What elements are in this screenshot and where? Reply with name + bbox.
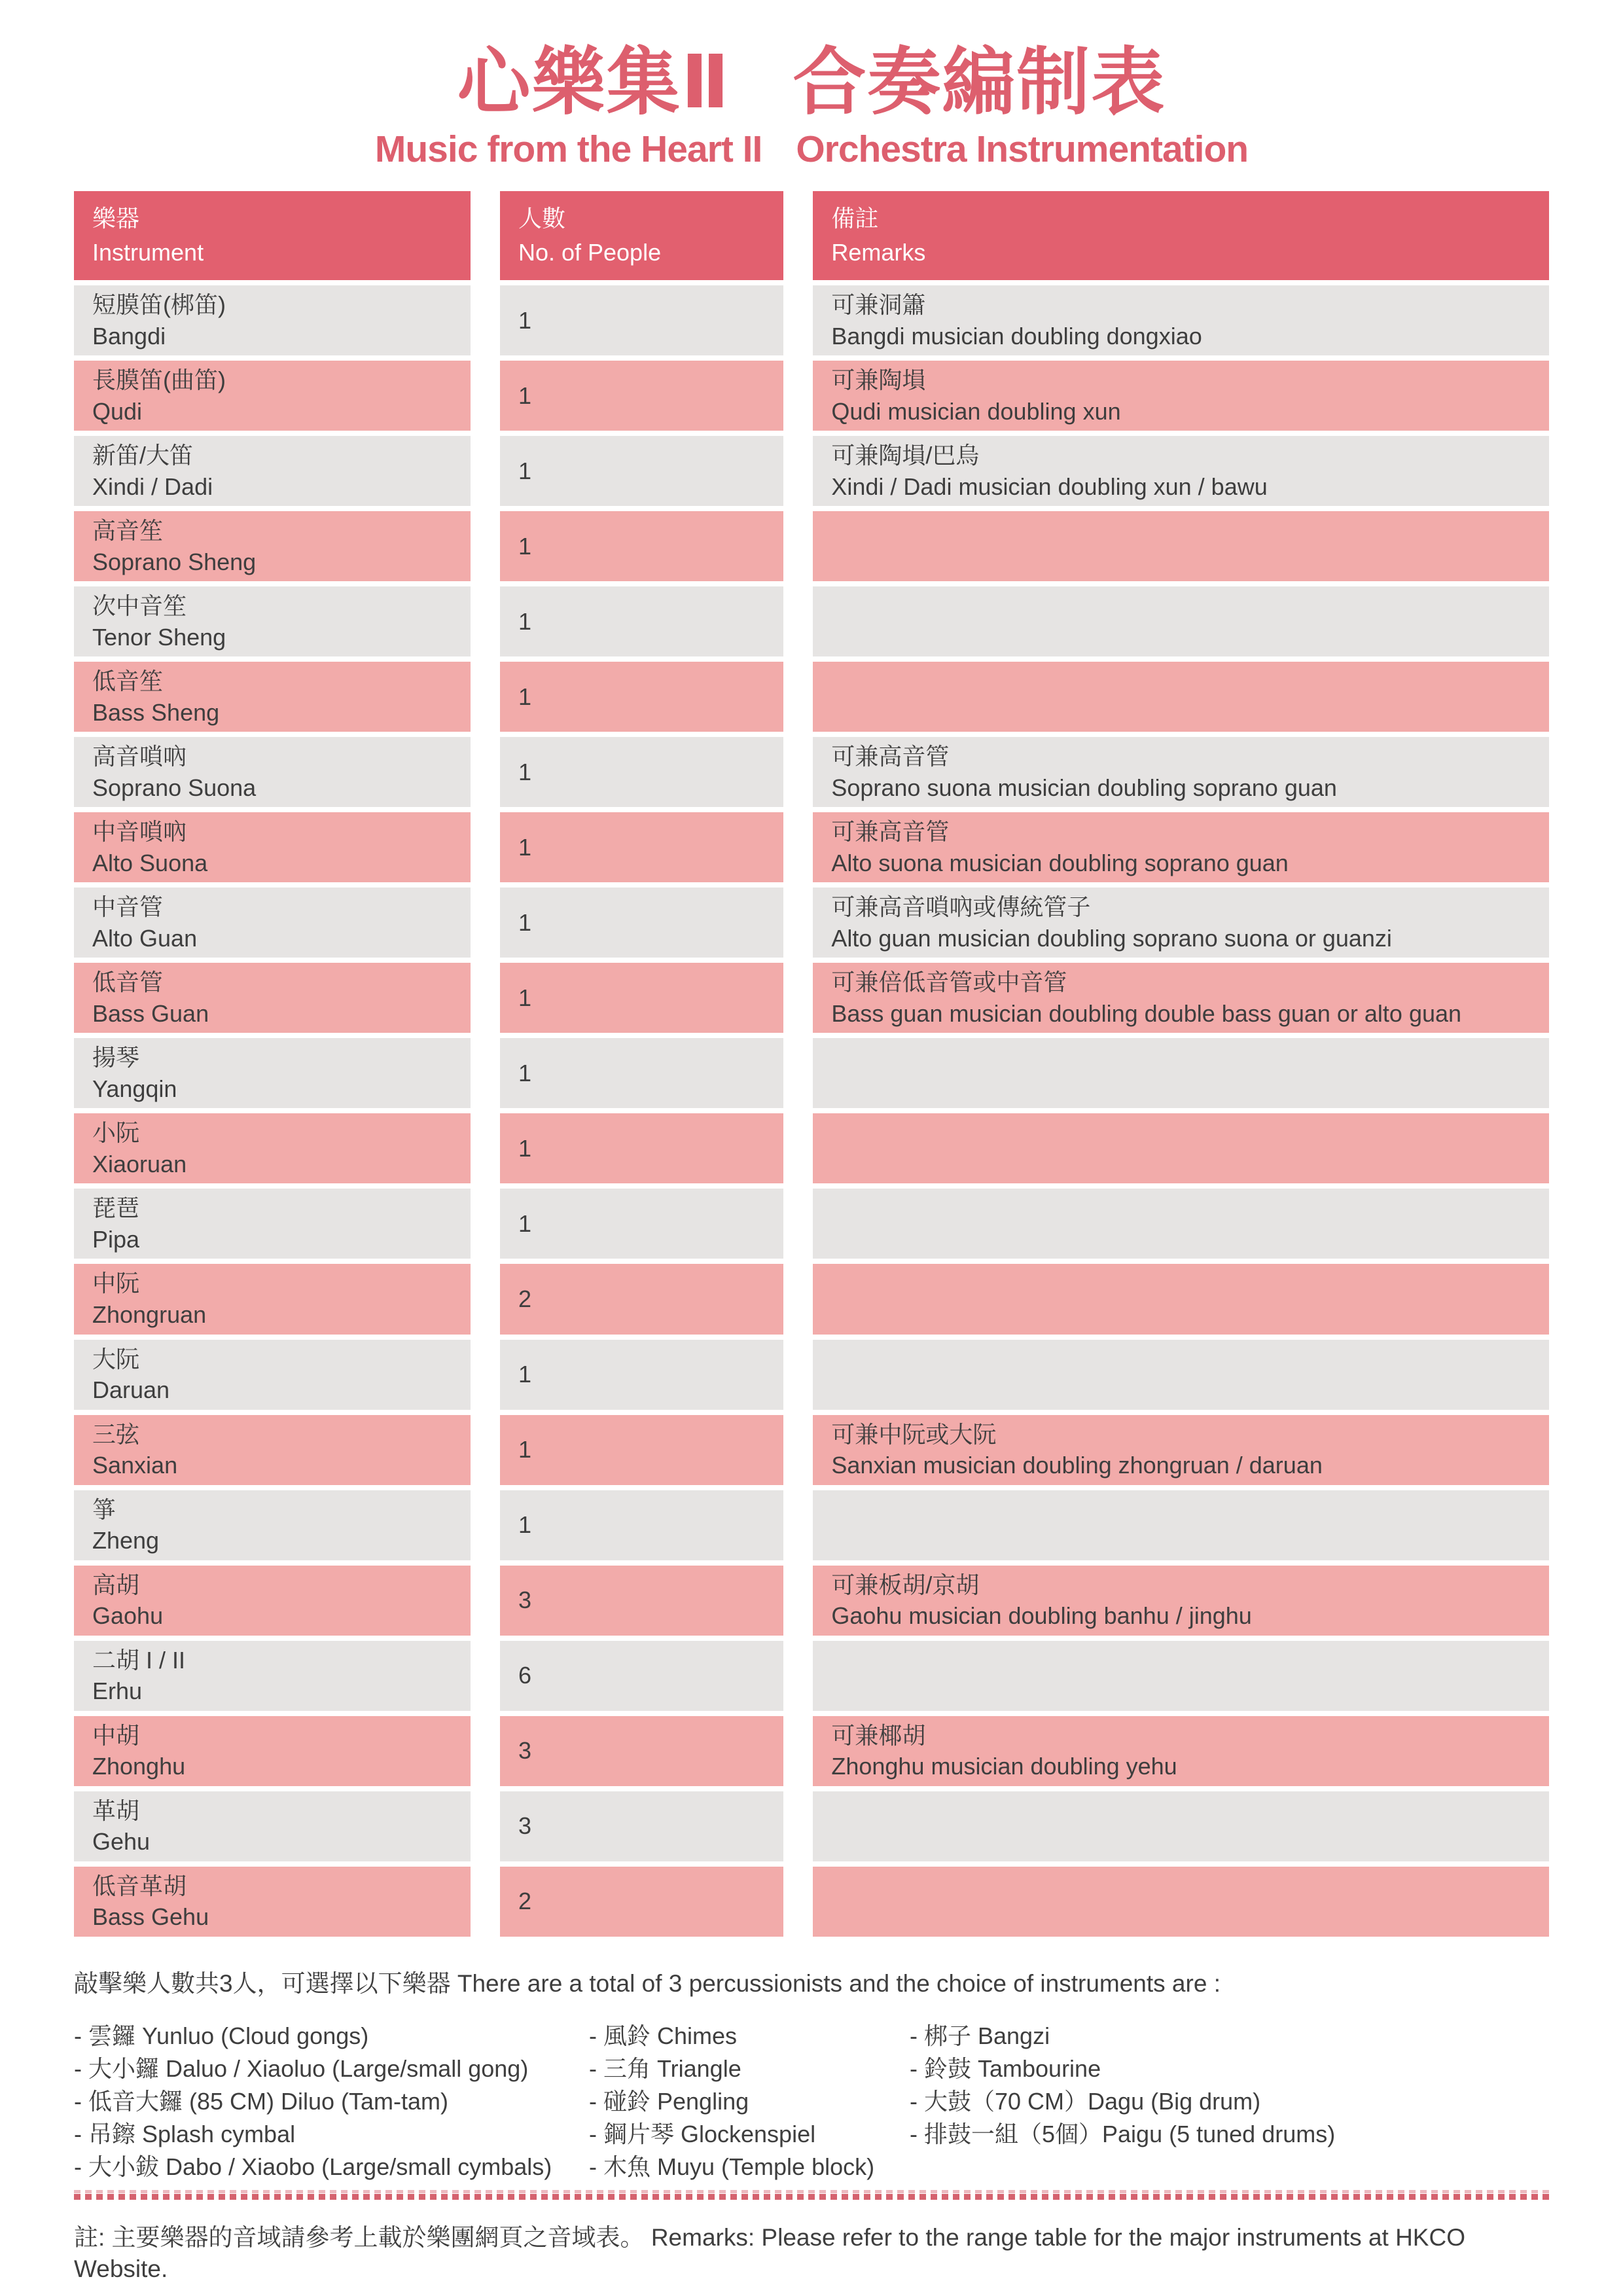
remark-en: Bangdi musician doubling dongxiao: [831, 322, 1202, 350]
count-value: 6: [518, 1662, 531, 1689]
instrument-cell: [74, 737, 471, 807]
instrument-name-en: Alto Suona: [92, 849, 208, 876]
percussion-section: [74, 1968, 1549, 2182]
count-value: 1: [518, 1135, 531, 1162]
footnote: 註: 主要樂器的音域請參考上載於樂團網頁之音域表。 Remarks: Please refer to the range table for the major instruments at HKCO Website.: [74, 2223, 1465, 2282]
instrument-name-en: Sanxian: [92, 1452, 178, 1479]
remarks-cell: [813, 1415, 1549, 1485]
count-cell: [500, 662, 783, 732]
count-value: 1: [518, 909, 531, 937]
percussion-item: - 雲鑼 Yunluo (Cloud gongs): [74, 2022, 369, 2049]
count-cell: [500, 586, 783, 656]
remark-en: Alto suona musician doubling soprano guan: [831, 849, 1289, 876]
instrument-name-zh: 低音笙: [92, 668, 164, 695]
count-cell: [500, 1189, 783, 1259]
instrument-name-zh: 中音嗩吶: [92, 818, 187, 846]
header-remarks-zh: 備註: [831, 204, 879, 232]
instrument-name-en: Alto Guan: [92, 924, 198, 952]
remark-en: Bass guan musician doubling double bass guan or alto guan: [831, 999, 1462, 1027]
percussion-columns: [74, 2020, 1549, 2182]
instrument-cell: [74, 1038, 471, 1108]
count-cell: [500, 1264, 783, 1334]
instrument-name-en: Daruan: [92, 1376, 170, 1404]
header-cell-instrument: [74, 191, 471, 280]
count-value: 1: [518, 306, 531, 334]
remark-zh: 可兼椰胡: [831, 1721, 926, 1749]
count-cell: [500, 361, 783, 431]
count-cell: [500, 963, 783, 1033]
instrument-name-zh: 中阮: [92, 1270, 140, 1297]
count-value: 1: [518, 457, 531, 484]
header-instrument-zh: 樂器: [92, 204, 140, 232]
percussion-item: - 碰鈴 Pengling: [589, 2087, 749, 2115]
count-value: 1: [518, 759, 531, 786]
count-cell: [500, 1867, 783, 1937]
percussion-item: - 鋼片琴 Glockenspiel: [589, 2120, 816, 2147]
remark-zh: 可兼陶塤: [831, 367, 926, 394]
header-instrument-en: Instrument: [92, 238, 204, 266]
count-value: 1: [518, 1210, 531, 1238]
remarks-cell: [813, 662, 1549, 732]
count-value: 3: [518, 1587, 531, 1614]
remark-en: Zhonghu musician doubling yehu: [831, 1753, 1177, 1780]
count-value: 1: [518, 984, 531, 1012]
instrument-name-zh: 揚琴: [92, 1044, 140, 1071]
instrument-name-zh: 次中音笙: [92, 592, 187, 620]
instrument-cell: [74, 1113, 471, 1183]
count-cell: [500, 888, 783, 958]
instrument-name-en: Zhongruan: [92, 1301, 207, 1328]
count-value: 1: [518, 607, 531, 635]
count-value: 2: [518, 1285, 531, 1313]
instrument-cell: [74, 436, 471, 506]
remarks-cell: [813, 1716, 1549, 1786]
remark-en: Soprano suona musician doubling soprano guan: [831, 774, 1337, 801]
instrument-cell: [74, 1189, 471, 1259]
page-title-en-left: Music from the Heart II: [374, 128, 762, 171]
count-value: 1: [518, 1436, 531, 1463]
page-title-en-right: Orchestra Instrumentation: [796, 128, 1249, 171]
instrument-cell: [74, 1867, 471, 1937]
count-cell: [500, 737, 783, 807]
percussion-column: [910, 2020, 1549, 2182]
instrument-cell: [74, 1716, 471, 1786]
percussion-item: - 梆子 Bangzi: [910, 2022, 1050, 2049]
page-title-zh-left: 心樂集Ⅱ: [457, 41, 731, 123]
header-count-en: No. of People: [518, 238, 662, 266]
count-cell: [500, 511, 783, 581]
page-title-zh-right: 合奏編制表: [793, 41, 1166, 123]
count-value: 1: [518, 683, 531, 710]
instrument-name-en: Zhonghu: [92, 1753, 186, 1780]
percussion-item: - 木魚 Muyu (Temple block): [589, 2153, 875, 2180]
count-cell: [500, 1340, 783, 1410]
instrument-cell: [74, 285, 471, 355]
remark-en: Gaohu musician doubling banhu / jinghu: [831, 1602, 1252, 1630]
instrument-cell: [74, 1791, 471, 1861]
count-value: 3: [518, 1812, 531, 1840]
remark-zh: 可兼洞簫: [831, 291, 926, 319]
instrument-cell: [74, 963, 471, 1033]
percussion-item: - 排鼓一組（5個）Paigu (5 tuned drums): [910, 2120, 1336, 2147]
remark-zh: 可兼高音嗩吶或傳統管子: [831, 893, 1091, 921]
instrument-name-zh: 短膜笛(梆笛): [92, 291, 226, 319]
remarks-cell: [813, 361, 1549, 431]
remark-zh: 可兼倍低音管或中音管: [831, 969, 1067, 996]
remarks-cell: [813, 1566, 1549, 1636]
instrument-name-zh: 革胡: [92, 1797, 140, 1824]
count-value: 1: [518, 1060, 531, 1087]
remarks-cell: [813, 963, 1549, 1033]
instrument-name-zh: 箏: [92, 1496, 116, 1523]
instrument-cell: [74, 586, 471, 656]
instrument-name-zh: 高音笙: [92, 517, 164, 545]
percussion-item: - 吊鑔 Splash cymbal: [74, 2120, 296, 2147]
percussion-item: - 大小鈸 Dabo / Xiaobo (Large/small cymbals): [74, 2153, 552, 2180]
percussion-column: [74, 2020, 589, 2182]
count-cell: [500, 1113, 783, 1183]
remarks-cell: [813, 1340, 1549, 1410]
instrument-name-en: Tenor Sheng: [92, 623, 226, 651]
page-title-en: [74, 128, 1549, 171]
remarks-cell: [813, 1490, 1549, 1560]
page-title-zh: [74, 39, 1549, 126]
remarks-cell: [813, 1791, 1549, 1861]
instrument-table: [74, 191, 1549, 1937]
instrument-name-zh: 低音革胡: [92, 1872, 187, 1899]
count-value: 1: [518, 1361, 531, 1388]
count-cell: [500, 1038, 783, 1108]
instrument-name-zh: 小阮: [92, 1119, 140, 1147]
count-value: 2: [518, 1888, 531, 1915]
instrument-name-en: Zheng: [92, 1527, 160, 1554]
count-cell: [500, 1791, 783, 1861]
remark-zh: 可兼高音管: [831, 818, 950, 846]
instrument-cell: [74, 1415, 471, 1485]
remarks-cell: [813, 586, 1549, 656]
instrument-name-zh: 中胡: [92, 1721, 140, 1749]
percussion-column: [589, 2020, 910, 2182]
instrument-name-en: Bangdi: [92, 322, 166, 350]
instrument-cell: [74, 361, 471, 431]
count-cell: [500, 285, 783, 355]
instrument-name-en: Qudi: [92, 397, 143, 425]
instrument-cell: [74, 888, 471, 958]
remarks-cell: [813, 1113, 1549, 1183]
remarks-cell: [813, 1038, 1549, 1108]
instrument-name-zh: 二胡 I / II: [92, 1646, 186, 1674]
remarks-cell: [813, 1189, 1549, 1259]
instrument-name-zh: 高胡: [92, 1571, 140, 1598]
instrument-cell: [74, 1264, 471, 1334]
instrument-cell: [74, 1340, 471, 1410]
remark-zh: 可兼陶塤/巴烏: [831, 442, 980, 469]
remarks-cell: [813, 1264, 1549, 1334]
remark-en: Xindi / Dadi musician doubling xun / bawu: [831, 473, 1268, 500]
count-cell: [500, 1641, 783, 1711]
instrument-name-zh: 大阮: [92, 1345, 140, 1372]
instrument-name-zh: 三弦: [92, 1420, 140, 1448]
instrument-cell: [74, 662, 471, 732]
remark-zh: 可兼板胡/京胡: [831, 1571, 980, 1598]
instrument-name-en: Soprano Sheng: [92, 548, 257, 575]
instrument-name-en: Xiaoruan: [92, 1150, 187, 1177]
instrument-name-en: Pipa: [92, 1225, 140, 1253]
header-remarks-en: Remarks: [831, 238, 926, 266]
header-count-zh: 人數: [518, 204, 565, 232]
remark-zh: 可兼中阮或大阮: [831, 1420, 997, 1448]
count-cell: [500, 1566, 783, 1636]
instrument-name-en: Erhu: [92, 1677, 143, 1705]
instrument-name-en: Bass Guan: [92, 999, 209, 1027]
remarks-cell: [813, 285, 1549, 355]
percussion-intro: 敲擊樂人數共3人，可選擇以下樂器 There are a total of 3 percussionists and the choice of instruments are :: [74, 1969, 1221, 1997]
count-value: 3: [518, 1737, 531, 1765]
instrument-cell: [74, 1566, 471, 1636]
instrument-name-en: Gehu: [92, 1828, 151, 1856]
count-value: 1: [518, 382, 531, 409]
count-cell: [500, 1716, 783, 1786]
remark-zh: 可兼高音管: [831, 743, 950, 770]
instrument-name-en: Bass Gehu: [92, 1903, 209, 1931]
header-cell-remarks: [813, 191, 1549, 280]
instrument-name-zh: 低音管: [92, 969, 164, 996]
instrument-name-zh: 高音嗩吶: [92, 743, 187, 770]
instrument-cell: [74, 812, 471, 882]
instrument-name-en: Xindi / Dadi: [92, 473, 213, 500]
count-value: 1: [518, 1511, 531, 1539]
remarks-cell: [813, 1641, 1549, 1711]
instrument-cell: [74, 1490, 471, 1560]
remarks-cell: [813, 436, 1549, 506]
percussion-item: - 低音大鑼 (85 CM) Diluo (Tam-tam): [74, 2087, 449, 2115]
percussion-item: - 大鼓（70 CM）Dagu (Big drum): [910, 2087, 1261, 2115]
percussion-item: - 鈴鼓 Tambourine: [910, 2054, 1101, 2082]
instrument-name-en: Soprano Suona: [92, 774, 257, 801]
instrument-name-zh: 中音管: [92, 893, 164, 921]
instrument-name-zh: 新笛/大笛: [92, 442, 194, 469]
percussion-item: - 三角 Triangle: [589, 2054, 741, 2082]
remarks-cell: [813, 511, 1549, 581]
remarks-cell: [813, 812, 1549, 882]
instrument-name-en: Bass Sheng: [92, 698, 220, 726]
percussion-item: - 大小鑼 Daluo / Xiaoluo (Large/small gong): [74, 2054, 529, 2082]
dashed-divider: [74, 2190, 1549, 2200]
instrument-name-zh: 琵琶: [92, 1194, 140, 1222]
instrument-name-en: Yangqin: [92, 1075, 177, 1102]
instrument-cell: [74, 1641, 471, 1711]
instrument-cell: [74, 511, 471, 581]
count-cell: [500, 1490, 783, 1560]
header-cell-count: [500, 191, 783, 280]
remarks-cell: [813, 888, 1549, 958]
instrument-name-en: Gaohu: [92, 1602, 164, 1630]
count-cell: [500, 1415, 783, 1485]
percussion-item: - 風鈴 Chimes: [589, 2022, 738, 2049]
remark-en: Qudi musician doubling xun: [831, 397, 1121, 425]
remarks-cell: [813, 737, 1549, 807]
remark-en: Sanxian musician doubling zhongruan / daruan: [831, 1452, 1323, 1479]
count-cell: [500, 812, 783, 882]
remarks-cell: [813, 1867, 1549, 1937]
count-value: 1: [518, 834, 531, 861]
remark-en: Alto guan musician doubling soprano suona or guanzi: [831, 924, 1392, 952]
instrument-name-zh: 長膜笛(曲笛): [92, 367, 226, 394]
count-value: 1: [518, 532, 531, 560]
count-cell: [500, 436, 783, 506]
